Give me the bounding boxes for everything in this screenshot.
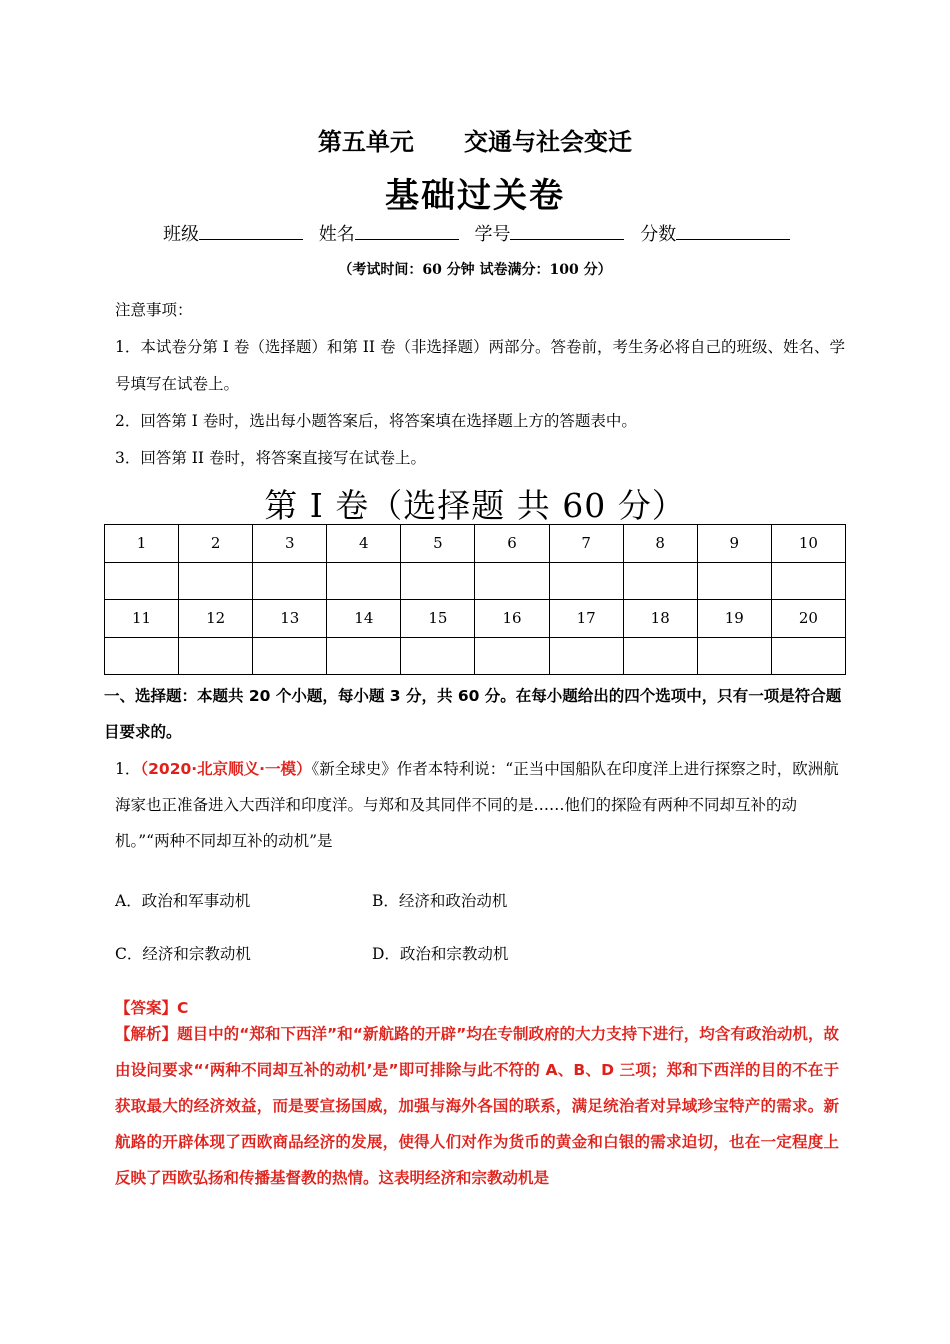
question-number-cell: 11 xyxy=(105,600,179,638)
question-number-cell: 6 xyxy=(475,525,549,563)
student-info-line xyxy=(163,220,800,246)
answer-cell[interactable] xyxy=(105,562,179,600)
question-number-cell: 15 xyxy=(401,600,475,638)
answer-cell[interactable] xyxy=(105,637,179,675)
answer-cell[interactable] xyxy=(253,637,327,675)
question-number-cell: 8 xyxy=(623,525,697,563)
name-field[interactable] xyxy=(355,221,459,240)
answer-cell[interactable] xyxy=(623,637,697,675)
answer-label: 【答案】 xyxy=(115,999,178,1017)
question-number-cell: 10 xyxy=(771,525,845,563)
question-number-cell: 7 xyxy=(549,525,623,563)
notice-heading: 注意事项： xyxy=(115,301,193,319)
student-id-field[interactable] xyxy=(510,221,624,240)
answer-cell[interactable] xyxy=(401,637,475,675)
answer-header-row-2 xyxy=(105,600,846,638)
question-1 xyxy=(115,751,845,859)
option-c[interactable]: C．经济和宗教动机 xyxy=(115,945,251,963)
notice-item: 3．回答第 II 卷时，将答案直接写在试卷上。 xyxy=(115,449,426,467)
analysis-text: 题目中的“郑和下西洋”和“新航路的开辟”均在专制政府的大力支持下进行，均含有政治动机，故由设问要求“‘两种不同却互补的动机’是”即可排除与此不符的 A、B、D 三项；郑和下西洋的目的不在于获取最大的经济效益，而是要宣扬国威，加强与海外各国的联系，满足统治者对异域珍宝特产的需求。新航路的开辟体现了西欧商品经济的发展，使得人们对作为货币的黄金和白银的需求迫切，也在一定程度上反映了西欧弘扬和传播基督教的热情。这表明经济和宗教动机是 xyxy=(115,1025,839,1187)
name-label: 姓名 xyxy=(318,224,355,245)
question-number-cell: 4 xyxy=(327,525,401,563)
analysis-label: 【解析】 xyxy=(115,1025,178,1043)
answer-cell[interactable] xyxy=(179,562,253,600)
answer-cell[interactable] xyxy=(327,637,401,675)
question-number-cell: 19 xyxy=(697,600,771,638)
answer-cell[interactable] xyxy=(549,637,623,675)
student-id-label: 学号 xyxy=(474,224,511,245)
question-number-cell: 20 xyxy=(771,600,845,638)
answer-input-row-1 xyxy=(105,562,846,600)
question-number: 1． xyxy=(115,760,141,778)
answer-cell[interactable] xyxy=(771,637,845,675)
answer-cell[interactable] xyxy=(475,637,549,675)
answer-cell[interactable] xyxy=(475,562,549,600)
score-field[interactable] xyxy=(676,221,790,240)
notice-item: 1．本试卷分第 I 卷（选择题）和第 II 卷（非选择题）两部分。答卷前，考生务必将自己的班级、姓名、学号填写在试卷上。 xyxy=(115,338,845,393)
answer-header-row-1 xyxy=(105,525,846,563)
answer-cell[interactable] xyxy=(401,562,475,600)
class-field[interactable] xyxy=(199,221,303,240)
answer-line xyxy=(115,996,188,1018)
section-title: 第 I 卷（选择题 共 60 分） xyxy=(264,486,686,525)
answer-cell[interactable] xyxy=(327,562,401,600)
answer-cell[interactable] xyxy=(549,562,623,600)
answer-input-row-2 xyxy=(105,637,846,675)
option-b[interactable]: B．经济和政治动机 xyxy=(372,892,508,910)
analysis-block xyxy=(115,1016,839,1196)
question-number-cell: 17 xyxy=(549,600,623,638)
unit-title: 第五单元 交通与社会变迁 xyxy=(317,128,633,156)
answer-table xyxy=(104,524,846,675)
score-label: 分数 xyxy=(640,224,677,245)
part1-instruction: 一、选择题：本题共 20 个小题，每小题 3 分，共 60 分。在每小题给出的四个选项中，只有一项是符合题目要求的。 xyxy=(104,687,842,741)
notice-item: 2．回答第 I 卷时，选出每小题答案后，将答案填在选择题上方的答题表中。 xyxy=(115,412,637,430)
question-number-cell: 5 xyxy=(401,525,475,563)
notice-block xyxy=(115,292,845,477)
question-stem: 《新全球史》作者本特利说：“正当中国船队在印度洋上进行探察之时，欧洲航海家也正准备进入大西洋和印度洋。与郑和及其同伴不同的是……他们的探险有两种不同却互补的动机。”“两种不同却互补的动机”是 xyxy=(115,760,839,850)
question-number-cell: 9 xyxy=(697,525,771,563)
question-number-cell: 18 xyxy=(623,600,697,638)
exam-note: （考试时间：60 分钟 试卷满分：100 分） xyxy=(338,262,612,278)
question-number-cell: 16 xyxy=(475,600,549,638)
option-d[interactable]: D．政治和宗教动机 xyxy=(372,945,509,963)
question-number-cell: 13 xyxy=(253,600,327,638)
option-a[interactable]: A．政治和军事动机 xyxy=(115,892,251,910)
answer-cell[interactable] xyxy=(771,562,845,600)
question-number-cell: 2 xyxy=(179,525,253,563)
answer-cell[interactable] xyxy=(623,562,697,600)
answer-cell[interactable] xyxy=(179,637,253,675)
answer-cell[interactable] xyxy=(697,562,771,600)
class-label: 班级 xyxy=(163,224,199,245)
answer-cell[interactable] xyxy=(253,562,327,600)
exam-title: 基础过关卷 xyxy=(385,176,565,216)
question-number-cell: 12 xyxy=(179,600,253,638)
question-number-cell: 3 xyxy=(253,525,327,563)
answer-cell[interactable] xyxy=(697,637,771,675)
answer-value: C xyxy=(177,999,189,1017)
question-source: （2020·北京顺义·一模） xyxy=(140,760,312,778)
question-number-cell: 14 xyxy=(327,600,401,638)
question-number-cell: 1 xyxy=(105,525,179,563)
